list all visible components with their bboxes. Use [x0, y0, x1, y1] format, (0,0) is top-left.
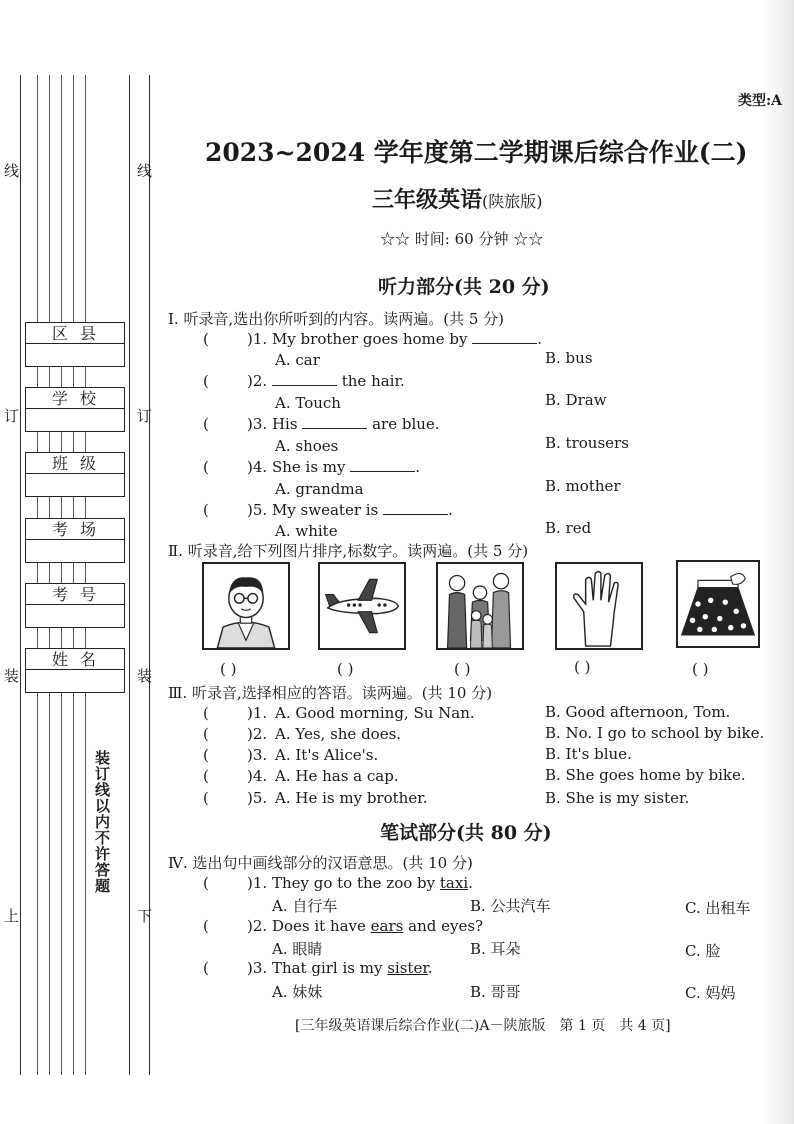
question-stem-end: .: [415, 458, 421, 476]
question-stem-end: .: [537, 330, 543, 348]
field-label: 考场: [25, 518, 125, 540]
question-number: )2.: [247, 725, 268, 743]
section-3-title: Ⅲ. 听录音,选择相应的答语。读两遍。(共 10 分): [168, 684, 493, 702]
option-b: B. She is my sister.: [545, 789, 690, 807]
answer-paren[interactable]: (: [203, 704, 209, 722]
binding-line: [85, 75, 86, 1075]
picture-airplane: [318, 562, 406, 650]
binding-line: [129, 75, 130, 1075]
picture-answer-paren[interactable]: ( ): [692, 660, 709, 678]
boy-with-glasses-icon: [204, 564, 288, 648]
option-a: A. 眼睛: [272, 940, 323, 958]
section-2-title: Ⅱ. 听录音,给下列图片排序,标数字。读两遍。(共 5 分): [168, 542, 529, 560]
fill-blank[interactable]: [272, 373, 337, 386]
option-c: C. 出租车: [685, 899, 751, 917]
field-input-box[interactable]: [25, 474, 125, 497]
paper-type-tag: 类型:A: [738, 93, 783, 109]
option-b: B. No. I go to school by bike.: [545, 724, 765, 742]
option-a: A. 妹妹: [272, 983, 323, 1001]
field-name[interactable]: [25, 648, 125, 693]
binding-char: 装: [137, 667, 153, 685]
edition: (陕旅版): [482, 192, 543, 211]
option-b: B. trousers: [545, 434, 629, 452]
field-class[interactable]: [25, 452, 125, 497]
binding-line: [37, 75, 38, 1075]
writing-heading: 笔试部分(共 80 分): [380, 822, 552, 844]
option-b: B. Good afternoon, Tom.: [545, 703, 731, 721]
field-district[interactable]: [25, 322, 125, 367]
field-exam-room[interactable]: [25, 518, 125, 563]
option-c: C. 脸: [685, 942, 721, 960]
page-subtitle: [372, 183, 543, 214]
question-text: [247, 372, 405, 390]
option-c: C. 妈妈: [685, 984, 736, 1002]
field-input-box[interactable]: [25, 344, 125, 367]
page-footer: [三年级英语课后综合作业(二)A－陕旅版 第 1 页 共 4 页]: [295, 1018, 671, 1034]
binding-char: 线: [137, 162, 153, 180]
option-a: A. He has a cap.: [275, 767, 399, 785]
answer-paren[interactable]: (: [203, 725, 209, 743]
picture-skirt: [676, 560, 760, 648]
underlined-word: sister: [387, 959, 428, 977]
field-label: 学校: [25, 387, 125, 409]
answer-paren[interactable]: (: [203, 415, 209, 433]
binding-line: [20, 75, 21, 1075]
question-text: [247, 917, 483, 935]
option-a: A. car: [275, 351, 320, 369]
option-a: A. white: [275, 522, 338, 540]
answer-paren[interactable]: (: [203, 789, 209, 807]
option-b: B. 耳朵: [470, 940, 521, 958]
question-number: )3.: [247, 959, 268, 977]
fill-blank[interactable]: [350, 459, 415, 472]
underlined-word: ears: [370, 917, 404, 935]
listening-heading: 听力部分(共 20 分): [378, 276, 550, 298]
question-stem: That girl is my: [271, 959, 388, 977]
underlined-word: taxi: [439, 874, 469, 892]
option-b: B. Draw: [545, 391, 607, 409]
binding-line: [61, 75, 62, 1075]
answer-paren[interactable]: (: [203, 501, 209, 519]
binding-char: 线: [4, 162, 20, 180]
field-input-box[interactable]: [25, 670, 125, 693]
binding-line: [73, 75, 74, 1075]
option-b: B. 公共汽车: [470, 897, 551, 915]
skirt-icon: [678, 562, 758, 646]
question-text: [247, 501, 453, 519]
binding-note: 装订线以内不许答题: [93, 750, 111, 894]
question-text: [247, 458, 420, 476]
question-stem-end: .: [448, 501, 453, 519]
answer-paren[interactable]: (: [203, 767, 209, 785]
question-stem: She is my: [271, 458, 346, 476]
question-stem: Does it have: [271, 917, 371, 935]
question-stem: My brother goes home by: [271, 330, 468, 348]
option-a: A. Yes, she does.: [275, 725, 402, 743]
hand-icon: [557, 564, 641, 648]
binding-char: 订: [137, 407, 153, 425]
question-text: [247, 415, 440, 433]
answer-paren[interactable]: (: [203, 746, 209, 764]
field-input-box[interactable]: [25, 409, 125, 432]
option-b: B. mother: [545, 477, 621, 495]
answer-paren[interactable]: (: [203, 874, 209, 892]
field-school[interactable]: [25, 387, 125, 432]
option-b: B. It's blue.: [545, 745, 632, 763]
picture-family: [436, 562, 524, 650]
question-stem-end: and eyes?: [403, 917, 484, 935]
answer-paren[interactable]: (: [203, 330, 209, 348]
question-number: )1.: [247, 330, 268, 348]
field-input-box[interactable]: [25, 540, 125, 563]
binding-char: 订: [4, 407, 20, 425]
question-number: )2.: [247, 372, 268, 390]
picture-boy-with-glasses: [202, 562, 290, 650]
question-number: )2.: [247, 917, 268, 935]
picture-answer-paren[interactable]: ( ): [220, 660, 237, 678]
option-b: B. bus: [545, 349, 593, 367]
answer-paren[interactable]: (: [203, 917, 209, 935]
fill-blank[interactable]: [302, 416, 367, 429]
question-stem-end: .: [427, 959, 433, 977]
option-b: B. red: [545, 519, 592, 537]
option-b: B. 哥哥: [470, 983, 521, 1001]
option-a: A. It's Alice's.: [275, 746, 379, 764]
picture-answer-paren[interactable]: ( ): [454, 660, 471, 678]
question-number: )1.: [247, 874, 268, 892]
answer-paren[interactable]: (: [203, 372, 209, 390]
field-label: 考号: [25, 583, 125, 605]
option-a: A. Good morning, Su Nan.: [275, 704, 475, 722]
option-a: A. grandma: [275, 480, 364, 498]
field-label: 班级: [25, 452, 125, 474]
section-1-title: Ⅰ. 听录音,选出你所听到的内容。读两遍。(共 5 分): [168, 310, 505, 328]
question-number: )5.: [247, 789, 268, 807]
family-icon: [438, 564, 522, 648]
option-a: A. 自行车: [272, 897, 338, 915]
question-text: [247, 874, 473, 892]
question-number: )4.: [247, 767, 268, 785]
option-a: A. Touch: [275, 394, 341, 412]
question-stem-end: are blue.: [372, 415, 440, 433]
picture-answer-paren[interactable]: ( ): [337, 660, 354, 678]
field-exam-number[interactable]: [25, 583, 125, 628]
subject: 三年级英语: [372, 187, 483, 213]
time-limit: ☆☆ 时间: 60 分钟 ☆☆: [380, 230, 544, 248]
question-stem-end: the hair.: [341, 372, 405, 390]
question-stem: My sweater is: [271, 501, 379, 519]
picture-hand: [555, 562, 643, 650]
fill-blank[interactable]: [472, 331, 537, 344]
field-input-box[interactable]: [25, 605, 125, 628]
question-number: )3.: [247, 746, 268, 764]
question-number: )5.: [247, 501, 268, 519]
question-number: )1.: [247, 704, 268, 722]
scan-edge-shadow: [764, 0, 794, 1124]
section-4-title: Ⅳ. 选出句中画线部分的汉语意思。(共 10 分): [168, 854, 473, 872]
question-stem: His: [271, 415, 298, 433]
binding-char: 上: [4, 907, 20, 925]
fill-blank[interactable]: [383, 502, 448, 515]
binding-char: 装: [4, 667, 20, 685]
picture-answer-paren[interactable]: ( ): [574, 658, 591, 676]
question-number: )3.: [247, 415, 268, 433]
option-a: A. shoes: [275, 437, 339, 455]
field-label: 姓名: [25, 648, 125, 670]
question-stem: They go to the zoo by: [271, 874, 440, 892]
field-label: 区县: [25, 322, 125, 344]
page-title: 2023~2024 学年度第二学期课后综合作业(二): [205, 138, 748, 167]
airplane-icon: [320, 564, 404, 648]
option-b: B. She goes home by bike.: [545, 766, 746, 784]
option-a: A. He is my brother.: [275, 789, 428, 807]
binding-char: 下: [137, 907, 153, 925]
question-text: [247, 330, 542, 348]
binding-line: [49, 75, 50, 1075]
answer-paren[interactable]: (: [203, 458, 209, 476]
question-text: [247, 959, 433, 977]
answer-paren[interactable]: (: [203, 959, 209, 977]
question-number: )4.: [247, 458, 268, 476]
question-stem-end: .: [468, 874, 473, 892]
